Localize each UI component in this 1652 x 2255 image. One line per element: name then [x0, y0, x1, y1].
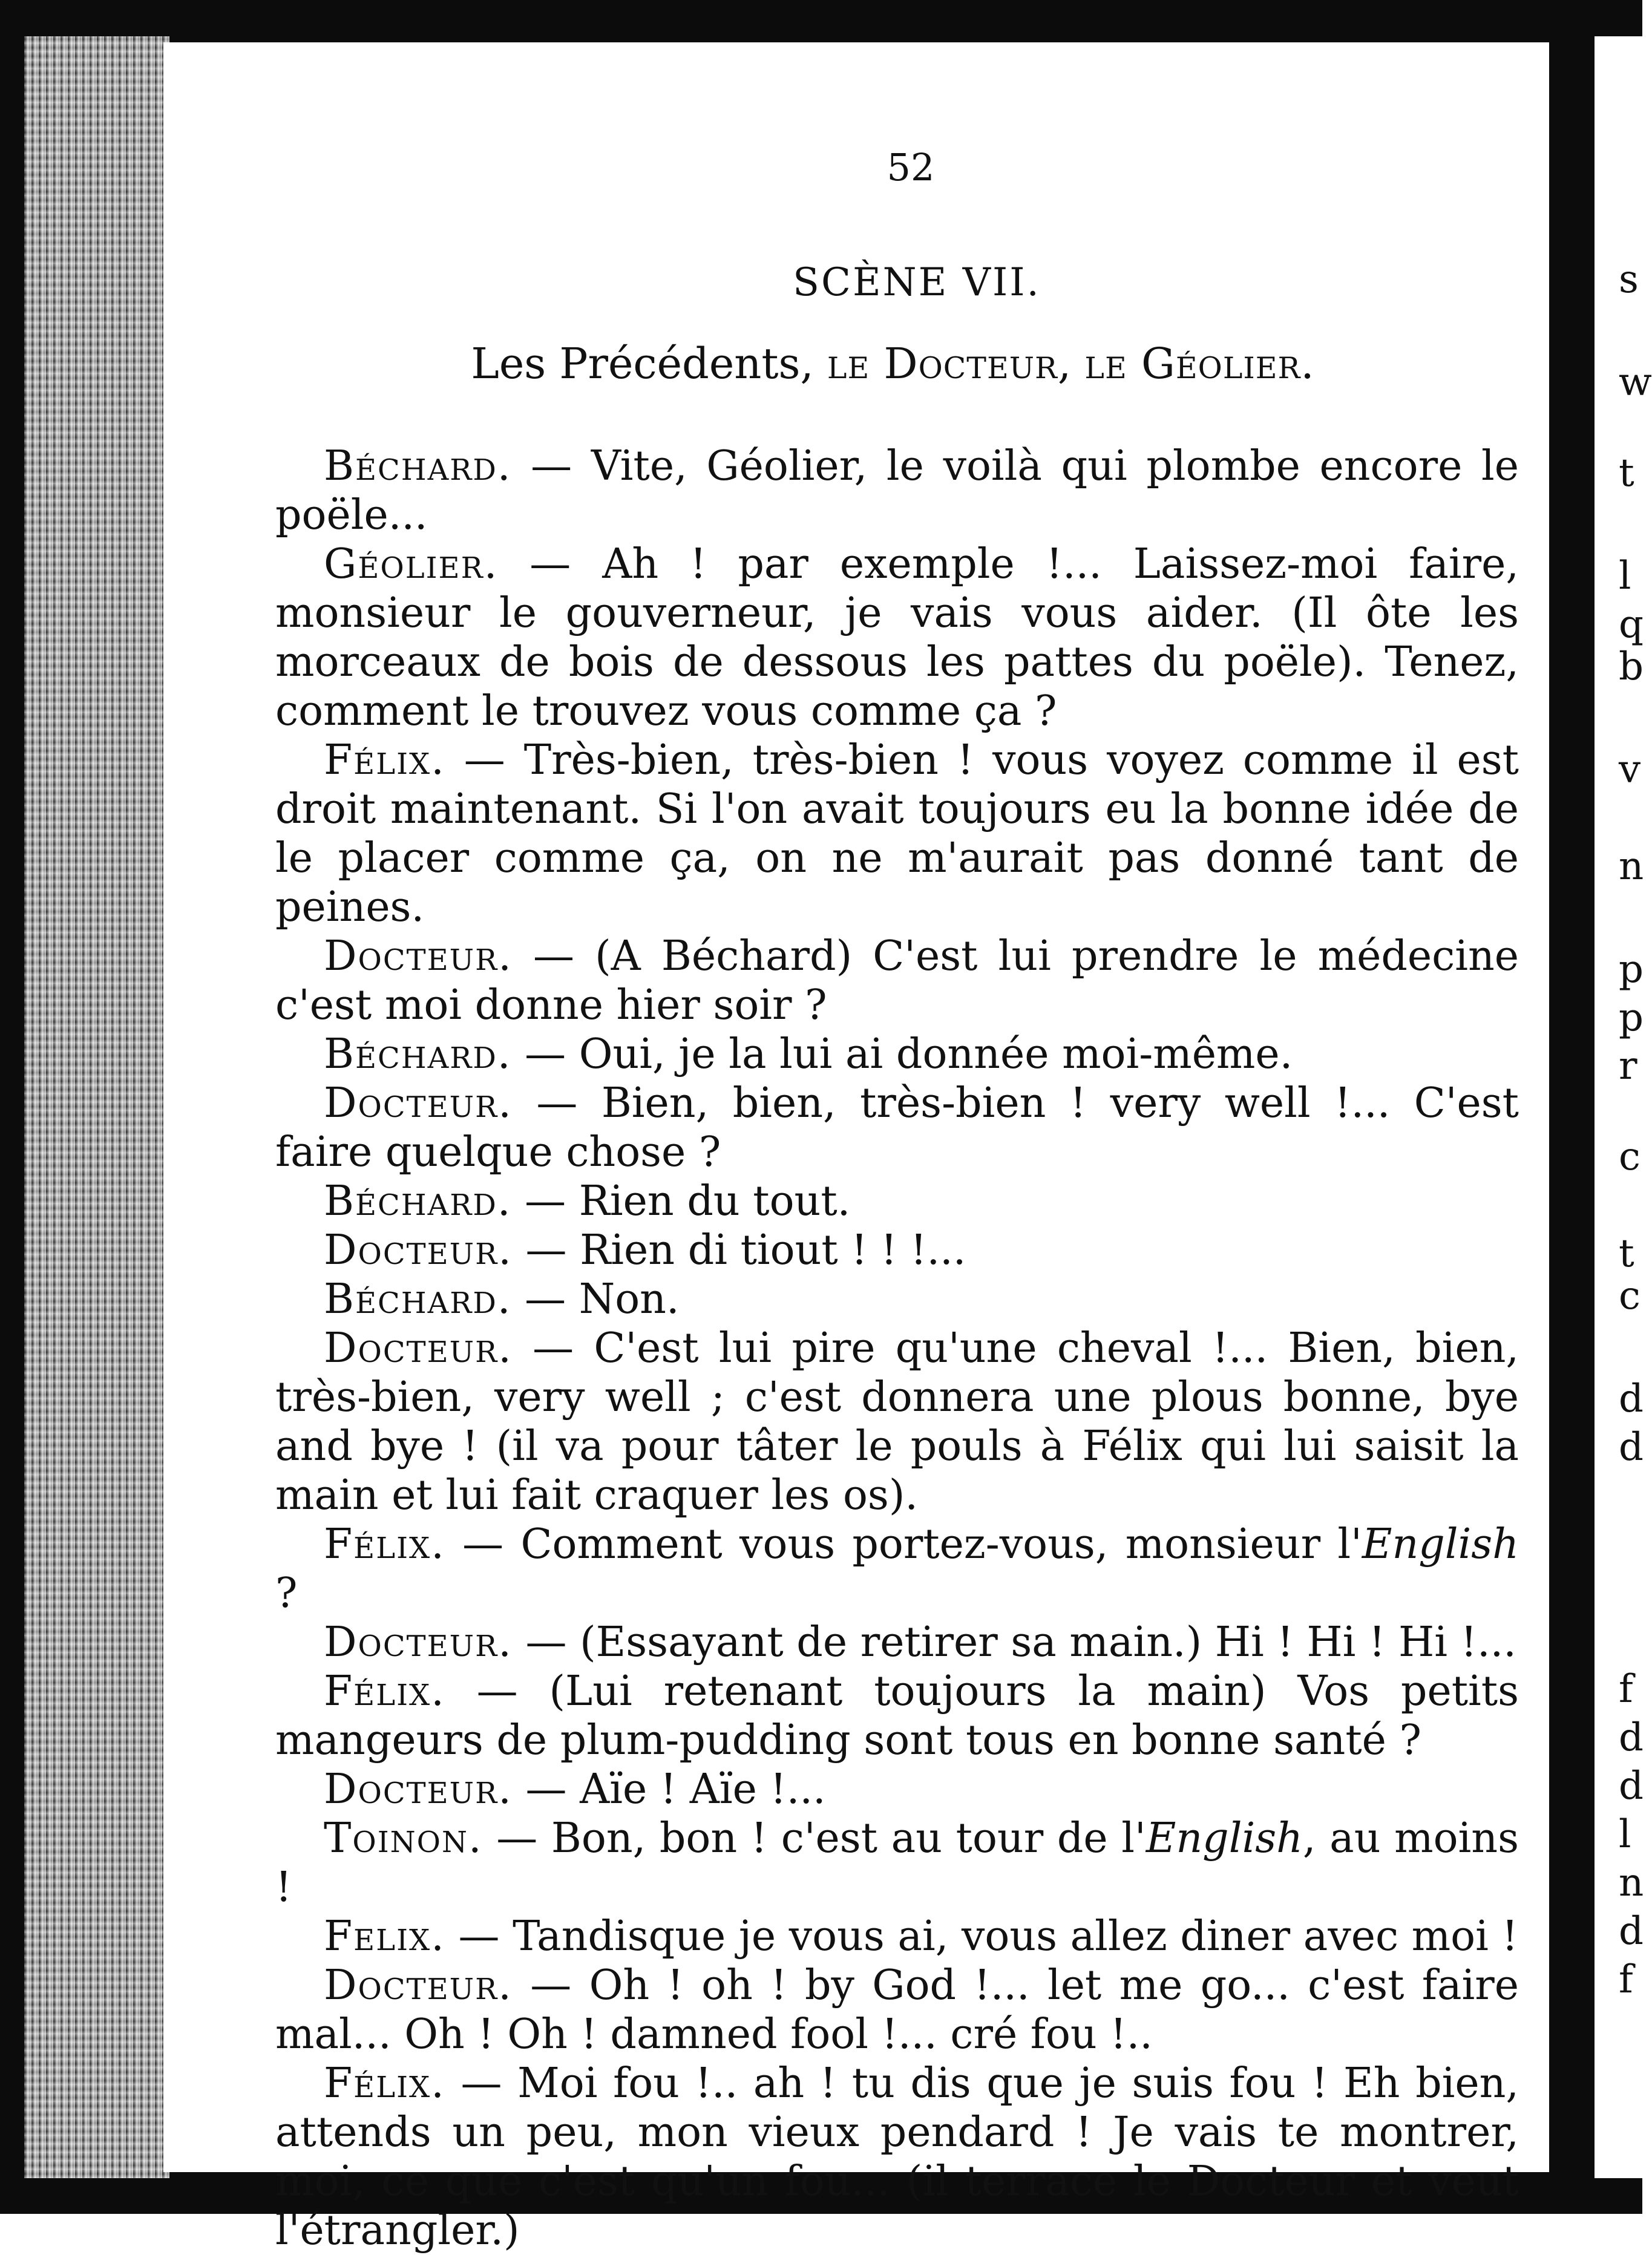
next-page-letter: n: [1619, 1861, 1644, 1905]
speech-text: — Rien du tout.: [511, 1177, 851, 1225]
book-page: [163, 42, 1549, 2254]
next-page-letter: t: [1619, 451, 1634, 496]
speaker-name: Docteur.: [324, 1226, 513, 1274]
speech-text: — Ah ! par exemple !... Laissez-moi faire, monsieur le gouverneur, je vais vous aider. (Il ôte les morceaux de bois de dessous les pattes du poële). Tenez, comment le trouvez vous comme ça ?: [275, 540, 1519, 735]
next-page-letter: s: [1619, 257, 1639, 302]
next-page-letter: n: [1619, 844, 1644, 889]
scene-characters: [163, 339, 1549, 388]
dialogue-line: [275, 1177, 1519, 1226]
next-page-letter: v: [1619, 747, 1641, 792]
next-page-letter: d: [1619, 1425, 1644, 1470]
next-page-letter: r: [1619, 1044, 1637, 1088]
speech-text: — (Essayant de retirer sa main.) Hi ! Hi ! Hi !...: [512, 1618, 1516, 1666]
dialogue-line: [275, 1618, 1519, 1667]
dialogue-line: [275, 1667, 1519, 1765]
speech-text-after: ?: [275, 1569, 298, 1617]
speaker-name: Toinon.: [324, 1815, 483, 1862]
speech-text: — Comment vous portez-vous, monsieur l': [445, 1520, 1362, 1568]
speaker-name: Béchard.: [324, 1177, 512, 1225]
characters-suffix: .: [1300, 339, 1314, 388]
dialogue-line: [275, 442, 1519, 540]
next-page-letter: l: [1619, 1812, 1631, 1857]
dialogue-line: [275, 1079, 1519, 1177]
scene-title: SCÈNE VII.: [793, 260, 1041, 305]
next-page-letter: q: [1619, 602, 1644, 647]
next-page-letter: b: [1619, 644, 1644, 689]
speaker-name: Félix.: [324, 1520, 445, 1568]
speech-text-after: , au moins !: [275, 1815, 1519, 1911]
dialogue-line: [275, 932, 1519, 1030]
speech-text: — Vite, Géolier, le voilà qui plombe encore le poële...: [275, 442, 1519, 539]
speech-text: — Tandisque je vous ai, vous allez diner avec moi !: [445, 1913, 1518, 1960]
next-page-letter: l: [1619, 554, 1631, 598]
speaker-name: Docteur.: [324, 1618, 513, 1666]
speaker-name: Docteur.: [324, 1079, 513, 1127]
speaker-name: Docteur.: [324, 1324, 513, 1372]
speech-text: — Oh ! oh ! by God !... let me go... c'est faire mal... Oh ! Oh ! damned fool !... cré fou !..: [275, 1962, 1519, 2058]
dialogue-line: [275, 1912, 1519, 1961]
dialogue-line: [275, 1275, 1519, 1324]
page-gutter: [1549, 36, 1595, 2178]
dialogue-line: [275, 2059, 1519, 2255]
speech-text: — (A Béchard) C'est lui prendre le médecine c'est moi donne hier soir ?: [275, 932, 1519, 1029]
speech-text: — Rien di tiout ! ! !...: [512, 1226, 966, 1274]
next-page-letter: f: [1619, 1667, 1633, 1712]
italic-word: English: [1146, 1815, 1303, 1862]
next-page-letter: p: [1619, 947, 1644, 992]
speech-text: — Non.: [511, 1275, 680, 1323]
dialogue-text: [275, 442, 1519, 2255]
dialogue-line: [275, 1961, 1519, 2059]
next-page-letter: d: [1619, 1376, 1644, 1421]
dialogue-line: [275, 540, 1519, 736]
character-docteur: Docteur: [883, 339, 1058, 388]
book-spine: [24, 36, 169, 2178]
speaker-name: Béchard.: [324, 1030, 512, 1078]
speaker-name: Géolier.: [324, 540, 499, 588]
next-page-letter: c: [1619, 1134, 1641, 1179]
speaker-name: Docteur.: [324, 1766, 513, 1813]
characters-prefix: Les Précédents,: [471, 339, 827, 388]
dialogue-line: [275, 1814, 1519, 1912]
dialogue-line: [275, 1520, 1519, 1618]
dialogue-line: [275, 1324, 1519, 1520]
characters-article-1: le: [827, 339, 884, 388]
next-page-letter: c: [1619, 1274, 1641, 1318]
next-page-letter: w: [1619, 360, 1652, 405]
character-geolier: Géolier: [1141, 339, 1301, 388]
speaker-name: Docteur.: [324, 1962, 513, 2009]
characters-separator: ,: [1057, 339, 1085, 388]
next-page-letter: d: [1619, 1909, 1644, 1954]
speaker-name: Docteur.: [324, 932, 513, 980]
characters-article-2: le: [1084, 339, 1141, 388]
speaker-name: Felix.: [324, 1913, 445, 1960]
speaker-name: Félix.: [324, 2060, 445, 2107]
dialogue-line: [275, 736, 1519, 932]
speaker-name: Béchard.: [324, 1275, 512, 1323]
next-page-letter: f: [1619, 1957, 1633, 2002]
speech-text: — Aïe ! Aïe !...: [512, 1766, 826, 1813]
speaker-name: Félix.: [324, 736, 445, 784]
next-page-letter: t: [1619, 1231, 1634, 1276]
next-page-letter: d: [1619, 1715, 1644, 1760]
speech-text: — Moi fou !.. ah ! tu dis que je suis fou ! Eh bien, attends un peu, mon vieux pendard ! Je vais te montrer, moi, ce que c'est qu'un fou... (il terrace le Docteur et veut l'étrangler.): [275, 2060, 1519, 2254]
speech-text: — Bien, bien, très-bien ! very well !... C'est faire quelque chose ?: [275, 1079, 1519, 1176]
speaker-name: Béchard.: [324, 442, 512, 490]
dialogue-line: [275, 1226, 1519, 1275]
dialogue-line: [275, 1030, 1519, 1079]
speaker-name: Félix.: [324, 1668, 445, 1715]
next-page-edge: [1595, 36, 1652, 2178]
speech-text: — (Lui retenant toujours la main) Vos petits mangeurs de plum-pudding sont tous en bonne santé ?: [275, 1668, 1519, 1764]
speech-text: — Très-bien, très-bien ! vous voyez comme il est droit maintenant. Si l'on avait toujours eu la bonne idée de le placer comme ça, on ne m'aurait pas donné tant de peines.: [275, 736, 1519, 931]
page-number: 52: [887, 145, 935, 189]
speech-text: — C'est lui pire qu'une cheval !... Bien, bien, très-bien, very well ; c'est donnera une plous bonne, bye and bye ! (il va pour tâter le pouls à Félix qui lui saisit la main et lui fait craquer les os).: [275, 1324, 1519, 1519]
next-page-letter: d: [1619, 1764, 1644, 1808]
dialogue-line: [275, 1765, 1519, 1814]
italic-word: English: [1362, 1520, 1519, 1568]
next-page-letter: p: [1619, 995, 1644, 1040]
speech-text: — Bon, bon ! c'est au tour de l': [482, 1815, 1146, 1862]
speech-text: — Oui, je la lui ai donnée moi-même.: [511, 1030, 1293, 1078]
